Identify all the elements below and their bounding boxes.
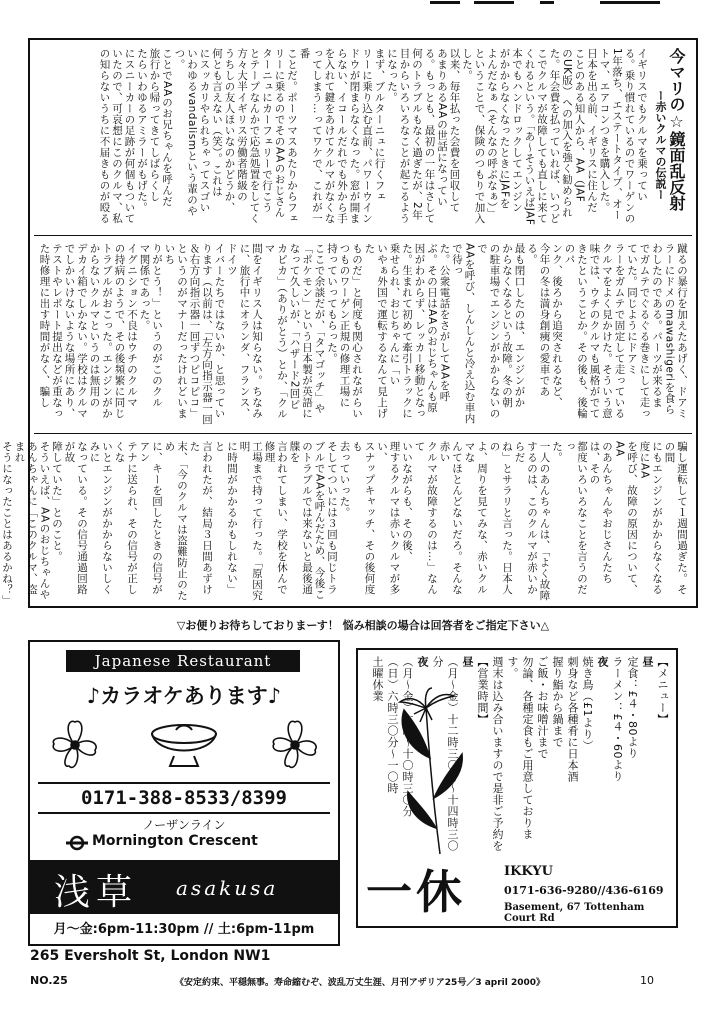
issue-number: NO.25 — [30, 974, 68, 987]
article-line: たらいわゆるアミラーがもげた。 — [136, 48, 148, 213]
article-line: んてほとんどないだろ。そんな赤い — [438, 441, 463, 595]
article-line: きたということか。その後も、後輪のパ — [563, 243, 588, 419]
article-line: よ、周りを見てみな、赤いクルマな — [463, 441, 488, 595]
article-line: ラーにドメのmawashigeriを食ら — [663, 243, 676, 415]
menu-title: 【メニュー】 — [656, 656, 669, 725]
article-line: いたので、可哀想にこのクルマ、私 — [111, 48, 123, 224]
ikkyu-menu — [371, 656, 670, 852]
article-line: のあんちゃんやおじさんたちは、その — [588, 441, 613, 584]
article-line: 持っていってもらった。 — [326, 243, 338, 364]
article-line: らない、イコールだれでも外から手 — [336, 48, 348, 224]
tube-line: ノーザンライン — [142, 818, 226, 832]
article-line: イギリスでもクルマを乗ってい — [636, 48, 648, 202]
article-line: 以来、毎年払った会費を回収して — [448, 48, 461, 213]
article-line: とテープなんかで応急処置をしてく — [248, 48, 261, 224]
article-line: でガムテでぐるぐる巻きにして走っ — [638, 243, 651, 419]
article-line: 因がわからず、レッカー移動となっ — [413, 243, 426, 419]
article-line: の駐車場でエンジンがかからないので — [476, 243, 501, 419]
article-line: からなくなるという故障。冬の朝 — [501, 243, 513, 408]
station-row — [66, 833, 316, 853]
article-line: ていた。同じようにドアミ — [626, 243, 638, 375]
menu-item: ご飯・お味噌汁まで — [536, 656, 549, 760]
article-line: にスニーカーの足跡が何個もついて — [123, 48, 136, 224]
article-line: 日本を出る前、イギリスに住んだ — [586, 48, 598, 213]
article-subtitle: ー赤いクルマの伝説ー — [654, 90, 667, 200]
article-line: 1年落ち、エステートタイプ、オー — [611, 48, 623, 221]
article-line: にもエンジンがかからなくなる度にAA — [638, 441, 663, 595]
menu-day-label: 昼 — [641, 656, 654, 668]
article-line: た時修理に出す時間がなく、騙し — [38, 243, 51, 408]
hours-night: （日）六時三〇分〜一〇時 — [386, 656, 399, 794]
hours-night-label: 夜 — [416, 656, 429, 668]
article-line: イバーたちではないか、と思ってい — [213, 243, 226, 419]
article-body-section-2 — [38, 243, 688, 428]
article-line: トマ、エアコンつきを購入した。 — [598, 48, 611, 213]
food-bowl-icon — [148, 720, 220, 770]
restaurant-tag: Japanese Restaurant — [66, 650, 300, 672]
article-line: 末、「今のクルマは盗難防止のため — [163, 441, 188, 601]
article-line: ここで余談だが、「タマゴッチ」や — [313, 243, 326, 414]
station-name: Mornington Crescent — [92, 833, 258, 849]
article-line: ってしまう…ってワケで、これが一番 — [298, 48, 323, 224]
article-line: するのは、このクルマが赤いからだ — [513, 441, 538, 595]
asakusa-name-band — [30, 860, 338, 914]
article-line: 騙し運転して１週間過ぎた。その間 — [663, 441, 688, 595]
article-line: 都度いろいろなことを言うのだっ — [563, 441, 588, 595]
menu-item: 焼き鳥（£1より） — [581, 656, 594, 752]
article-line: ことのある知人から、AA（JAF — [573, 48, 586, 203]
article-line: リーに乗り込む直前、パワーウイン — [361, 48, 373, 224]
ad-asakusa — [28, 640, 340, 946]
article-line: そしてついには３回も同じトラ — [326, 441, 338, 595]
article-line: にスッカリやられちゃってスゴい — [198, 48, 211, 213]
article-line: した。 — [461, 48, 473, 81]
article-line: そういえば、AAのおじちゃんや — [38, 441, 51, 600]
article-line: 何のトラブルもなく過ぎたが、2年 — [411, 48, 423, 221]
hours-title: 【営業時間】 — [476, 656, 489, 725]
menu-item: 握り鮨から鍋まで — [551, 656, 564, 748]
article-line: 何とも言えない（笑）。これは — [211, 48, 223, 197]
sakura-flower-icon — [262, 712, 328, 778]
article-line: ドウが閉まらなくなった。窓が開ま — [348, 48, 361, 224]
article-line: がかからなくなったときにJAFを — [498, 48, 511, 209]
article-line: カピカ」（ありがとう）とか、「クルマ — [263, 243, 288, 420]
menu-item: 定食：£４・80より — [626, 656, 639, 759]
article-line: よんだなぁ（そんなの呼ぶなぁ）」 — [486, 48, 498, 219]
closed-day: 土曜休業 — [371, 656, 384, 702]
ikkyu-name-jp: 一休 — [366, 865, 466, 919]
article-line: マ関係であった。 — [138, 243, 151, 331]
article-line: 理するクルマは赤いクルマが多い、 — [376, 441, 401, 595]
article-line: のトラブルでは来ないと最後通牒を — [288, 441, 313, 595]
article-line: る。乗り慣れているのでワーゲンの — [623, 48, 636, 224]
article-line: こでクルマが故障しても直しに来て — [536, 48, 548, 224]
article-line: わしたのである。パーツが来るま — [651, 243, 663, 408]
article-line: あんちゃんに「このクルマ、盗まれ — [13, 441, 38, 595]
article-line: た。生まれて初めて牽引トラックに — [401, 243, 413, 419]
article-line: のUK版）への加入を強く勧められ — [561, 48, 573, 218]
asakusa-phone[interactable]: 0171-388-8533/8399 — [38, 782, 330, 814]
article-line: イグニション不良はウチのクルマ — [126, 243, 138, 408]
article-line: ります（以前は、「左方向指示器一回 — [201, 243, 213, 425]
article-line: を呼び、故障の原因について、AA — [613, 441, 638, 595]
article-line: 今年の冬は満身創痍の愛車であ — [538, 243, 551, 397]
article-line: 言われたが、結局３日間あずけた — [188, 441, 213, 595]
article-line: つものワーゲン正規の修理工場に — [338, 243, 351, 408]
karaoke-line: ♪カラオケあります♪ — [86, 684, 282, 708]
ikkyu-address: Basement, 67 Tottenham Court Rd — [504, 902, 645, 924]
section-divider — [34, 235, 692, 236]
asakusa-address: 265 Eversholt St, London NW1 — [30, 948, 271, 964]
article-line: いわゆるvandalismという輩のやつ。 — [173, 48, 198, 217]
article-line: る。 — [526, 243, 538, 265]
article-line: というのがマナーだったけれどいまいち — [163, 243, 188, 419]
article-line: あまりあるAAの世話になってい — [436, 48, 448, 207]
article-line: 間をイギリス人は知らない。ちなみ — [251, 243, 263, 419]
scan-artifact — [430, 0, 700, 6]
article-line: スナップキャッチ、その後何度も — [351, 441, 376, 595]
article-line: テナに送られ、その信号が正しくな — [113, 441, 138, 595]
menu-item: ラーメン：£４・60より — [611, 656, 624, 782]
ikkyu-name-en: IKKYU — [504, 864, 553, 879]
menu-item: 週末は込み合いますので是非ご予約を — [491, 656, 504, 852]
article-line: た。公衆電話をさがしてAAを呼 — [438, 243, 451, 402]
article-frame — [1, 38, 698, 608]
page-number: 10 — [640, 974, 654, 987]
article-line: クルマをよく見かけた。そういう意 — [601, 243, 613, 419]
article-line: 去っていった。 — [338, 441, 351, 518]
hours-day-label: 昼 — [461, 656, 474, 668]
underground-logo-icon — [66, 835, 88, 851]
article-line: 方々大半イギリス労働者階級の — [236, 48, 248, 202]
article-line: なって久しいが、「ハザード2回ピ — [288, 243, 301, 410]
menu-item: 勿論、各種定食もご用意しております。 — [506, 656, 534, 840]
article-line: 旅行から帰ってきてしばらくし — [148, 48, 161, 202]
article-body-section-3 — [1, 441, 688, 601]
asakusa-hours: 月〜金:6pm-11:30pm // 土:6pm-11pm — [53, 922, 315, 937]
article-line: トラブルがおこった。エンジンがか — [101, 243, 113, 419]
article-line: ぶ。その日はAAのおじちゃんも原 — [426, 243, 438, 413]
article-line: ことだ。ポーツマスあたりからフェ — [286, 48, 298, 224]
article-line: ということで、保険のつもりで加入 — [473, 48, 486, 224]
article-line: に、旅行中にオランダ、フランス、ドイツ — [226, 243, 251, 419]
article-line: 「ポケモン」という日本製が英語に — [301, 243, 313, 419]
article-line: を入れて鍵をあけてクルマがなくな — [323, 48, 336, 224]
hours-night: （月〜金）六時〜十〇時三〇分 — [401, 656, 414, 817]
article-line: の持病のようで、その後頻繁に同じ — [113, 243, 126, 419]
article-line: 味では、ウチのクルマも風格がでて — [588, 243, 601, 419]
article-line: クルマが故障するのは…」なんて — [413, 441, 438, 595]
article-line: た。年会費を払っていれば、いつど — [548, 48, 561, 224]
article-line: からないクルマというのは無用の — [88, 243, 101, 408]
article-line: まず、ブルターニュに行くフェ — [373, 48, 386, 202]
article-line: うちしの友人ほいなのかどうか、 — [223, 48, 236, 213]
article-line: いとエンジンがかからないしくみに — [88, 441, 113, 595]
article-line: ものだ」と何度も関心されながらい — [351, 243, 363, 419]
article-line: テストやレポート提出などが重なっ — [51, 243, 63, 419]
article-line: 最も閉口したのは、エンジンがか — [513, 243, 526, 408]
hours-day: （月〜金）十二時三〇分〜十四時三〇分 — [431, 656, 459, 852]
footer-motto: 《安定約束、平穏無事。寿命縮むぞ、波乱万丈生涯、月刊アザリア25号／3 april 2000》 — [174, 978, 546, 988]
article-line: た。 — [551, 441, 563, 463]
article-line: 言われてしまい、学校を休んで修理 — [263, 441, 288, 595]
article-line: 乗せられ、おじちゃんに「い — [388, 243, 401, 386]
article-line: 障していた」とのこと。 — [51, 441, 63, 562]
article-line: 蹴るの暴行を加えたあげく、ドアミ — [676, 243, 688, 419]
article-line: になった。 — [386, 48, 398, 103]
article-line: AAを呼び、しんしんと冷え込む車内で待っ — [451, 243, 476, 424]
ikkyu-phone[interactable]: 0171-636-9280//436-6169 — [504, 884, 664, 897]
article-line: る。もっとも、最初の一年はさして — [423, 48, 436, 224]
notice-line: ▽お便りお待ちしておりまーす！ 悩み相談の場合は回答者をご指定下さい△ — [176, 619, 550, 632]
article-line: いいながらも、その後、 — [401, 441, 413, 562]
article-line: ＆右方向指示器一回ずつピコピコ」 — [188, 243, 201, 419]
article-line: に、キーを回したときの信号がアン — [138, 441, 163, 595]
article-line: に時間がかかるかもしれない」と — [213, 441, 238, 595]
article-line: 工場まで持って行った。「原因究明 — [238, 441, 263, 601]
asakusa-name-jp: 浅草 — [54, 872, 139, 913]
asakusa-name-en: asakusa — [176, 876, 279, 900]
menu-night-label: 夜 — [596, 656, 609, 668]
article-line: ンク、後ろから追突されるなど、 — [551, 243, 563, 408]
article-line: なっている。その信号通過回路が故 — [63, 441, 88, 595]
article-line: 一人のあんちゃんは、「よく故障 — [538, 441, 551, 601]
article-line: の知らないうちに不届きものが殴る — [98, 48, 111, 224]
article-line: そうになったことはあるかね？」 — [1, 441, 13, 601]
article-body-section-1 — [58, 48, 648, 230]
article-line: りがとう！」というのがこのクル — [151, 243, 163, 408]
article-line: ブルでAAを呼んだため、今後こ — [313, 441, 326, 600]
sakura-flower-icon — [42, 712, 108, 778]
article-line: ことでAAのお兄ちゃんを呼んだ — [161, 48, 173, 207]
article-line: くれるという。「あ〜そういえばJAF — [523, 48, 536, 226]
article-line: 本でもハンドロックしてエンジン — [511, 48, 523, 213]
article-line: でしかいけないような場所にあり、 — [63, 243, 76, 419]
article-line: デカイ箱でしかない。学校はクルマ — [76, 243, 88, 419]
menu-item: 刺身など各種肴に日本酒 — [566, 656, 579, 783]
article-line: リーに乗るのでそのAAのおじさん — [273, 48, 286, 218]
article-line: いやぁ外国で運転するなんて見上げた — [363, 243, 388, 419]
article-line: ラーをガムテで固定して走っている — [613, 243, 626, 419]
article-line: 目からいろいろなことが起こるよう — [398, 48, 411, 224]
section-divider — [34, 433, 692, 434]
ad-ikkyu — [356, 648, 678, 928]
article-line: ね」とサラリと言った。日本人の — [488, 441, 513, 595]
article-title: 今マリの☆鏡面乱反射 — [667, 48, 686, 211]
article-line: ターニュにカーフェリーで行こう — [261, 48, 273, 213]
